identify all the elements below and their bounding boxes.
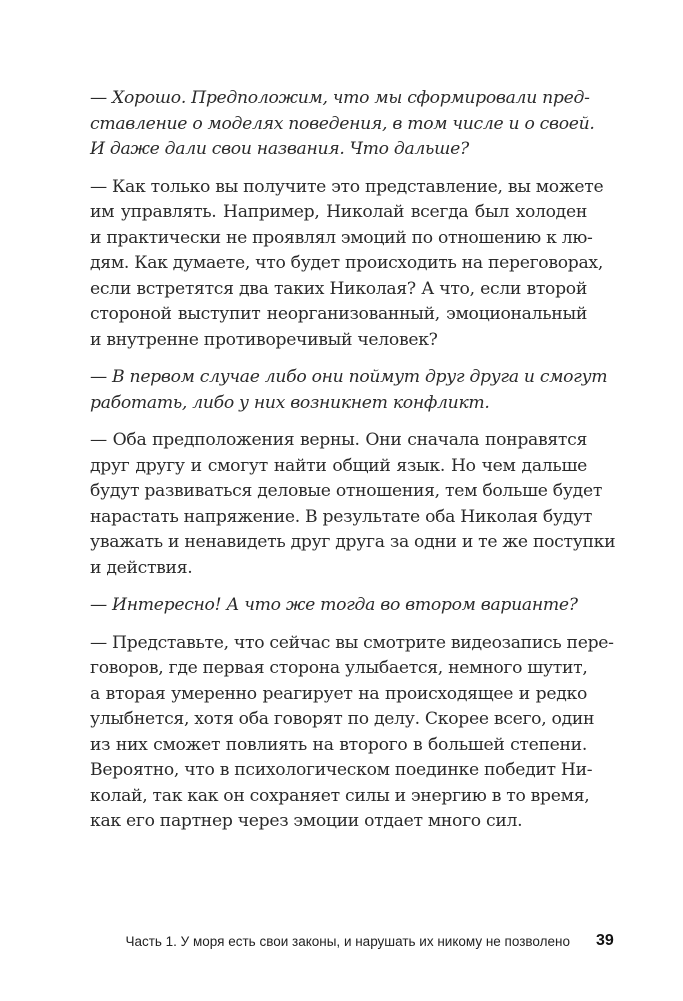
- text-line: колай, так как он сохраняет силы и энергию в то время,: [90, 785, 590, 806]
- question-paragraph: [90, 86, 595, 163]
- page-footer: [0, 932, 683, 954]
- text-line: нарастать напряжение. В результате оба Николая будут: [90, 506, 593, 527]
- text-line: ставление о моделях поведения, в том числе и о своей.: [90, 113, 595, 134]
- answer-paragraph: [90, 175, 604, 354]
- text-line: из них сможет повлиять на второго в большей степени.: [90, 734, 587, 755]
- text-line: и внутренне противоречивый человек?: [90, 329, 438, 350]
- page-number: 39: [596, 932, 614, 949]
- answer-paragraph: [90, 428, 616, 581]
- answer-paragraph: [90, 631, 614, 835]
- text-line: и практически не проявлял эмоций по отношению к лю-: [90, 227, 593, 248]
- page-body-text: [90, 86, 616, 847]
- text-line: дям. Как думаете, что будет происходить на переговорах,: [90, 253, 603, 273]
- question-paragraph: [90, 365, 608, 416]
- question-paragraph: [90, 593, 587, 619]
- text-line: Вероятно, что в психологическом поединке победит Ни-: [90, 760, 593, 780]
- text-line: — Как только вы получите это представление, вы можете: [90, 176, 604, 197]
- text-line: стороной выступит неорганизованный, эмоциональный: [90, 304, 587, 324]
- text-line: улыбнется, хотя оба говорят по делу. Скорее всего, один: [90, 709, 595, 729]
- text-line: и действия.: [90, 557, 193, 578]
- text-line: им управлять. Например, Николай всегда был холоден: [90, 202, 587, 222]
- text-line: И даже дали свои названия. Что дальше?: [90, 139, 469, 159]
- text-line: — Хорошо. Предположим, что мы сформировали пред-: [90, 88, 590, 108]
- text-line: — Интересно! А что же тогда во втором варианте?: [90, 595, 578, 615]
- text-line: если встретятся два таких Николая? А что, если второй: [90, 278, 587, 299]
- text-line: будут развиваться деловые отношения, тем больше будет: [90, 481, 603, 501]
- running-title: Часть 1. У моря есть свои законы, и нарушать их никому не позволено: [125, 934, 570, 949]
- text-line: как его партнер через эмоции отдает много сил.: [90, 811, 523, 831]
- text-line: — В первом случае либо они поймут друг друга и смогут: [90, 367, 608, 387]
- text-line: работать, либо у них возникнет конфликт.: [90, 392, 490, 413]
- text-line: уважать и ненавидеть друг друга за одни и те же поступки: [90, 532, 616, 552]
- text-line: — Оба предположения верны. Они сначала понравятся: [90, 430, 587, 450]
- text-line: друг другу и смогут найти общий язык. Но чем дальше: [90, 455, 587, 476]
- text-line: — Представьте, что сейчас вы смотрите видеозапись пере-: [90, 632, 614, 653]
- text-line: а вторая умеренно реагирует на происходящее и редко: [90, 683, 587, 704]
- text-line: говоров, где первая сторона улыбается, немного шутит,: [90, 658, 588, 678]
